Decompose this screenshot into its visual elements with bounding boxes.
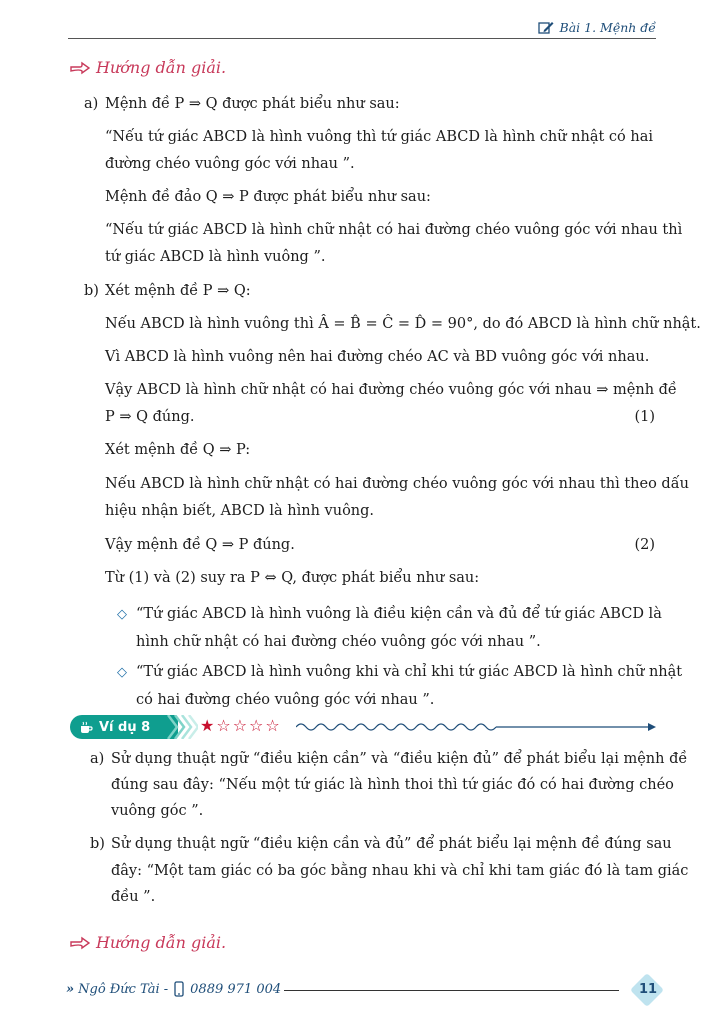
star-empty-icon: ☆ <box>265 716 282 735</box>
diamond-bullet-icon: ◇ <box>117 665 127 680</box>
example-badge <box>70 715 178 739</box>
label-b: b) <box>84 283 99 299</box>
b-line-10: Từ (1) và (2) suy ra P ⇔ Q, được phát biểu như sau: <box>105 570 480 586</box>
a-line-4: Mệnh đề đảo Q ⇒ P được phát biểu như sau: <box>105 189 431 205</box>
a-line-1: Mệnh đề P ⇒ Q được phát biểu như sau: <box>105 96 400 112</box>
example-b-line-2: đây: “Một tam giác có ba góc bằng nhau khi và chỉ khi tam giác đó là tam giác <box>111 863 689 879</box>
b-line-7: Nếu ABCD là hình chữ nhật có hai đường chéo vuông góc với nhau thì theo dấu <box>105 476 689 492</box>
equation-number-1: (1) <box>634 409 655 425</box>
pointing-hand-icon <box>70 936 90 950</box>
double-chevron-icon: » <box>66 981 75 997</box>
star-empty-icon: ☆ <box>232 716 250 735</box>
example-header-bar <box>70 713 660 741</box>
author-phone: 0889 971 004 <box>190 981 282 997</box>
header-title <box>538 20 656 35</box>
footer-divider <box>284 990 619 991</box>
b-line-2: Nếu ABCD là hình vuông thì Â = B̂ = Ĉ = D̂ = 90°, do đó ABCD là hình chữ nhật. <box>105 316 701 332</box>
page-footer <box>66 974 665 1008</box>
footer-author <box>66 981 281 997</box>
page-number <box>631 974 665 1008</box>
header-title-text: Bài 1. Mệnh đề <box>559 20 656 35</box>
b-line-1: Xét mệnh đề P ⇒ Q: <box>105 283 251 299</box>
guide-heading <box>70 933 226 952</box>
b-line-9: Vậy mệnh đề Q ⇒ P đúng. <box>105 537 295 553</box>
star-empty-icon: ☆ <box>216 716 233 735</box>
b-line-3: Vì ABCD là hình vuông nên hai đường chéo AC và BD vuông góc với nhau. <box>105 349 650 365</box>
a-line-5: “Nếu tứ giác ABCD là hình chữ nhật có hai đường chéo vuông góc với nhau thì <box>105 222 683 238</box>
bullet-2-line-2: có hai đường chéo vuông góc với nhau ”. <box>136 692 435 708</box>
wavy-arrow-icon <box>296 719 658 735</box>
guide-heading <box>70 58 226 77</box>
star-empty-icon: ☆ <box>249 716 266 735</box>
coffee-cup-icon <box>80 721 93 734</box>
b-line-5: P ⇒ Q đúng. <box>105 409 195 425</box>
b-line-8: hiệu nhận biết, ABCD là hình vuông. <box>105 503 375 519</box>
author-name: Ngô Đức Tài - <box>78 981 169 997</box>
bullet-1-line-1: “Tứ giác ABCD là hình vuông là điều kiện cần và đủ để tứ giác ABCD là <box>136 606 662 622</box>
example-label: Ví dụ 8 <box>99 719 151 735</box>
edit-icon <box>538 21 554 35</box>
star-filled-icon: ★ <box>200 716 217 735</box>
guide-label: Hướng dẫn giải. <box>96 933 227 952</box>
b-line-4: Vậy ABCD là hình chữ nhật có hai đường chéo vuông góc với nhau ⇒ mệnh đề <box>105 382 677 398</box>
example-label-a: a) <box>90 751 105 767</box>
pointing-hand-icon <box>70 61 90 75</box>
example-a-line-3: vuông góc ”. <box>111 803 204 819</box>
a-line-6: tứ giác ABCD là hình vuông ”. <box>105 249 326 265</box>
phone-icon <box>172 981 186 997</box>
example-b-line-1: Sử dụng thuật ngữ “điều kiện cần và đủ” để phát biểu lại mệnh đề đúng sau <box>111 836 672 852</box>
a-line-2: “Nếu tứ giác ABCD là hình vuông thì tứ giác ABCD là hình chữ nhật có hai <box>105 129 654 145</box>
example-b-line-3: đều ”. <box>111 889 156 905</box>
example-a-line-2: đúng sau đây: “Nếu một tứ giác là hình thoi thì tứ giác đó có hai đường chéo <box>111 777 674 793</box>
example-label-b: b) <box>90 836 105 852</box>
diamond-bullet-icon: ◇ <box>117 607 127 622</box>
page-header <box>68 18 656 39</box>
example-a-line-1: Sử dụng thuật ngữ “điều kiện cần” và “điều kiện đủ” để phát biểu lại mệnh đề <box>111 751 688 767</box>
difficulty-stars <box>200 716 282 735</box>
b-line-6: Xét mệnh đề Q ⇒ P: <box>105 442 251 458</box>
page-number-text: 11 <box>638 982 658 997</box>
a-line-3: đường chéo vuông góc với nhau ”. <box>105 156 355 172</box>
bullet-2-line-1: “Tứ giác ABCD là hình vuông khi và chỉ khi tứ giác ABCD là hình chữ nhật <box>136 664 683 680</box>
equation-number-2: (2) <box>634 537 655 553</box>
bullet-1-line-2: hình chữ nhật có hai đường chéo vuông góc với nhau ”. <box>136 634 541 650</box>
guide-label: Hướng dẫn giải. <box>96 58 227 77</box>
label-a: a) <box>84 96 99 112</box>
chevron-decoration-icon <box>166 715 198 739</box>
